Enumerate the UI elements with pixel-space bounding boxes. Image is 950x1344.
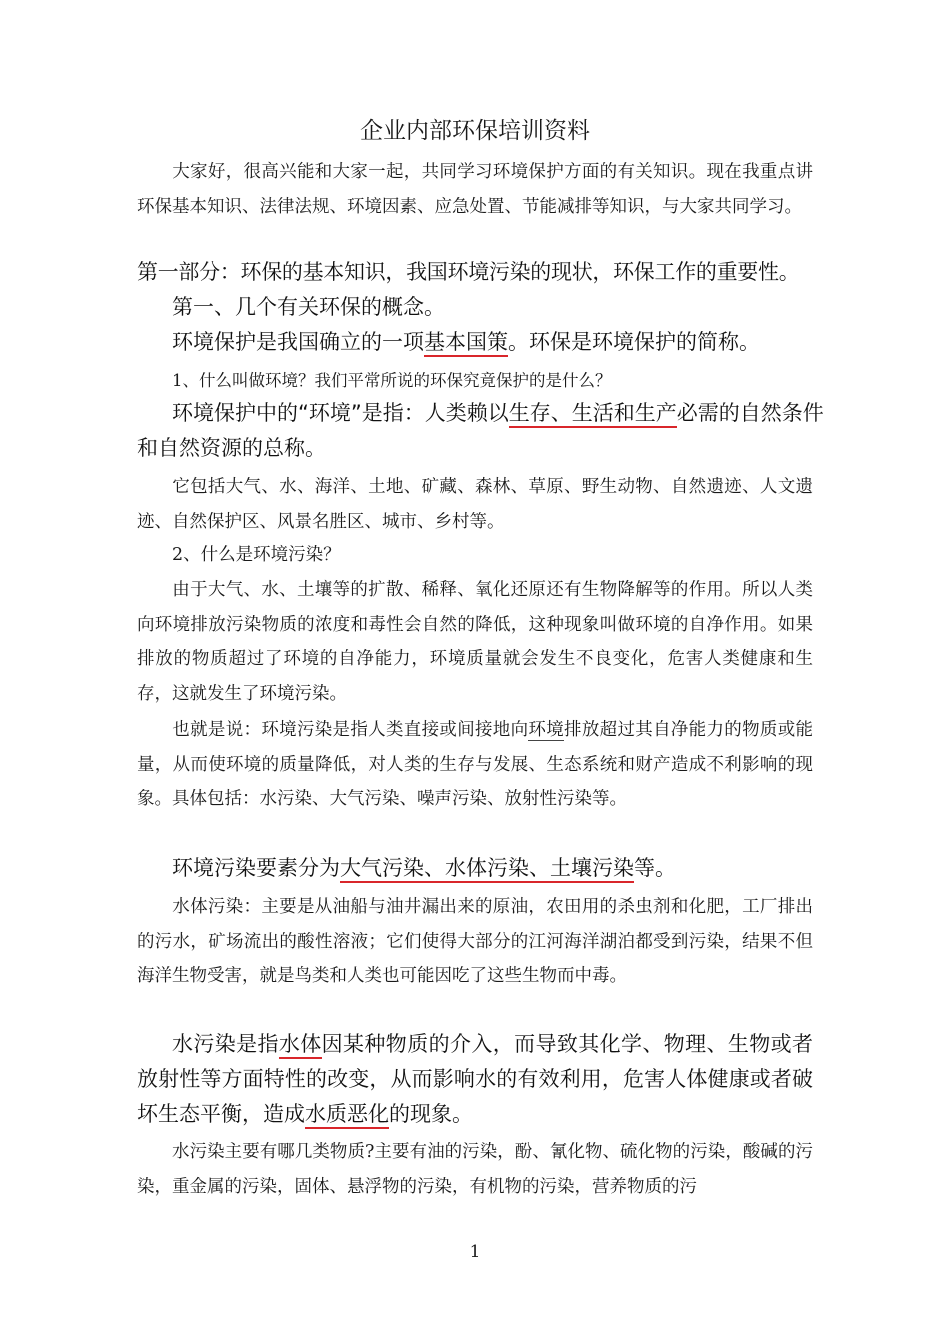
elements-sentence	[172, 851, 862, 885]
pollution-paragraph-1	[137, 573, 813, 711]
question-1	[137, 364, 813, 399]
water-def-pre: 水污染是指	[172, 1032, 279, 1056]
question-2-text: 2、什么是环境污染？	[172, 545, 341, 565]
question-1-text: 1、什么叫做环境？我们平常所说的环保究竟保护的是什么？	[172, 371, 612, 390]
section1-heading: 第一、几个有关环保的概念。	[172, 295, 445, 319]
water-def-u1: 水体	[279, 1032, 322, 1059]
page-number: 1	[469, 1242, 481, 1262]
elements-underlined: 大气污染、水体污染、土壤污染	[340, 856, 634, 883]
water-def-post: 的现象。	[389, 1102, 473, 1126]
pollution-paragraph-2	[137, 713, 813, 817]
elements-post: 等。	[634, 856, 676, 880]
policy-sentence	[172, 325, 862, 359]
water-types-text: 水污染主要有哪几类物质?主要有油的污染，酚、氰化物、硫化物的污染，酸碱的污染，重金属的污染，固体、悬浮物的污染，有机物的污染，营养物质的污	[137, 1142, 813, 1197]
env-def-underlined: 生存、生活和生产	[509, 401, 677, 428]
document-title: 企业内部环保培训资料	[360, 118, 590, 144]
water-p-text: 水体污染：主要是从油船与油井漏出来的原油，农田用的杀虫剂和化肥，工厂排出的污水，矿场流出的酸性溶液；它们使得大部分的江河海洋湖泊都受到污染，结果不但海洋生物受害，就是鸟类和人类也可能因吃了这些生物而中毒。	[137, 897, 813, 986]
policy-post: 。环保是环境保护的简称。	[508, 330, 760, 354]
water-def-mid: 因某种物质的介入，而导致其化学、物理、生物或者放射性等方面特性的改变，从而影响水的有效利用，危害人体健康或者破坏生态平衡，造成	[137, 1032, 814, 1126]
env-def-pre: 环境保护中的“环境”是指：人类赖以	[172, 401, 509, 425]
pollution-p1-text: 由于大气、水、土壤等的扩散、稀释、氧化还原还有生物降解等的作用。所以人类向环境排放污染物质的浓度和毒性会自然的降低，这种现象叫做环境的自净作用。如果排放的物质超过了环境的自净能力，环境质量就会发生不良变化，危害人类健康和生存，这就发生了环境污染。	[137, 580, 813, 704]
env-includes-paragraph	[137, 470, 813, 539]
pollution-p2-underlined: 环境	[528, 720, 565, 740]
elements-pre: 环境污染要素分为	[172, 856, 340, 880]
intro-text: 大家好，很高兴能和大家一起，共同学习环境保护方面的有关知识。现在我重点讲环保基本知识、法律法规、环境因素、应急处置、节能减排等知识，与大家共同学习。	[137, 162, 813, 217]
water-def-u2: 水质恶化	[305, 1102, 389, 1129]
intro-paragraph	[137, 155, 813, 224]
env-def-post: 必需的自然条件和自然资源的总称。	[137, 401, 824, 460]
pollution-p2-pre: 也就是说：环境污染是指人类直接或间接地向	[172, 720, 529, 740]
part1-heading: 第一部分：环保的基本知识，我国环境污染的现状，环保工作的重要性。	[137, 260, 800, 284]
water-definition	[137, 1027, 813, 1132]
env-includes-text: 它包括大气、水、海洋、土地、矿藏、森林、草原、野生动物、自然遗迹、人文遗迹、自然保护区、风景名胜区、城市、乡村等。	[137, 477, 813, 532]
env-definition	[137, 396, 827, 466]
question-2	[137, 538, 813, 573]
water-pollution-paragraph	[137, 890, 813, 994]
policy-pre: 环境保护是我国确立的一项	[172, 330, 424, 354]
water-types-paragraph	[137, 1135, 813, 1204]
policy-underlined: 基本国策	[424, 330, 508, 357]
pollution-p2-post: 排放超过其自净能力的物质或能量，从而使环境的质量降低，对人类的生存与发展、生态系统和财产造成不利影响的现象。具体包括：水污染、大气污染、噪声污染、放射性污染等。	[137, 720, 814, 809]
